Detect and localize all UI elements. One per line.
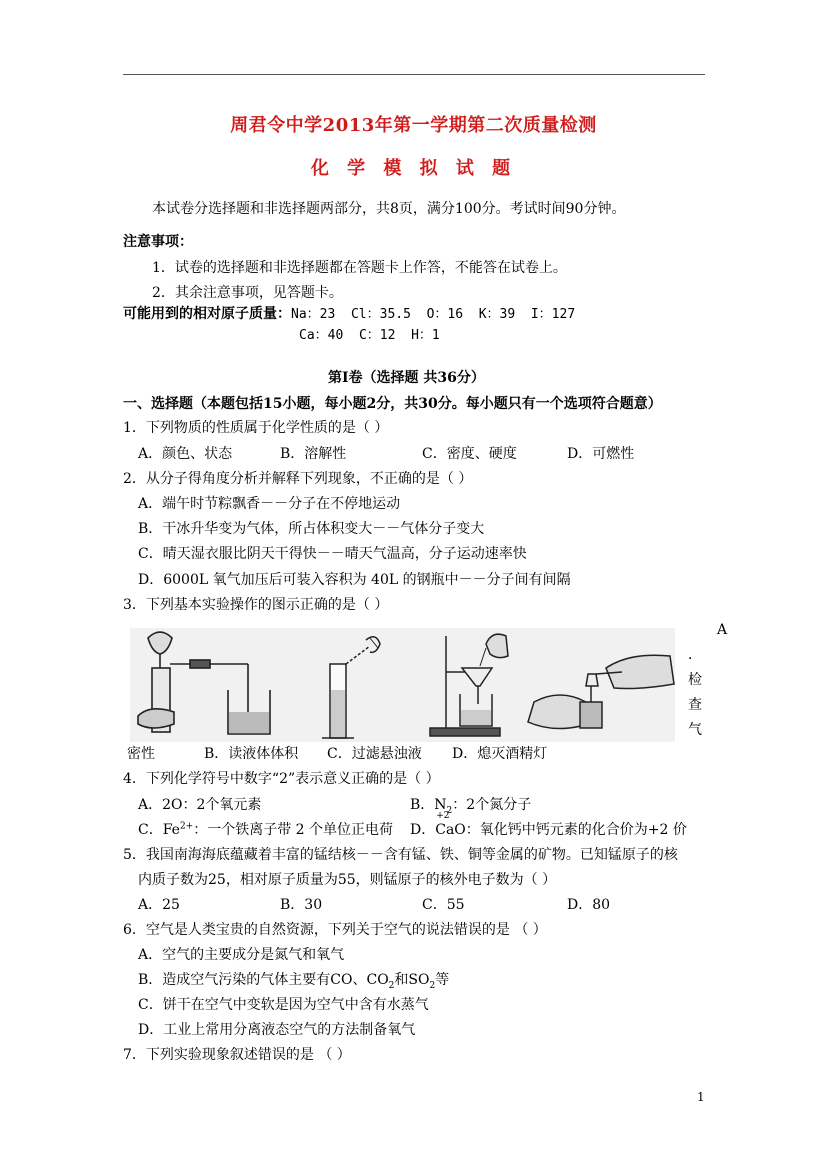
question-7: 7．下列实验现象叙述错误的是 （ ） [123,1047,351,1063]
notes-heading: 注意事项： [123,234,193,250]
q3-side-text: ． [688,647,702,663]
q2-option-a: A．端午时节粽飘香－－分子在不停地运动 [138,496,401,512]
q1-option-d: D．可燃性 [567,446,635,462]
question-4: 4．下列化学符号中数字“2”表示意义正确的是（ ） [123,771,440,787]
q3-side-text: 气 [688,722,702,738]
q4-option-b: B．$N_2$：2个氮分子 [410,797,532,816]
q3-option-d: D．熄灭酒精灯 [452,746,548,762]
q5-option-c: C．55 [422,897,465,913]
q3-side-text: 查 [688,697,702,713]
q5-option-d: D．80 [567,897,611,913]
exam-subtitle: 化 学 模 拟 试 题 [310,158,517,179]
q4-option-d: D． +2 CaO：氧化钙中钙元素的化合价为+2 价 [410,811,687,838]
q4-option-c: C．$Fe^{2+}$：一个铁离子带 2 个单位正电荷 [138,821,394,838]
question-2: 2．从分子得角度分析并解释下列现象，不正确的是（ ） [123,471,473,487]
exam-title: 周君令中学2013年第一学期第二次质量检测 [230,115,597,136]
q2-option-c: C．晴天湿衣服比阴天干得快－－晴天气温高，分子运动速率快 [138,546,527,562]
atomic-mass-line2: Ca：40 C：12 H：1 [299,328,440,343]
q5-option-b: B．30 [280,897,323,913]
q3-option-a: 密性 [127,746,155,762]
part-heading: 一、选择题（本题包括15小题，每小题2分，共30分。每小题只有一个选项符合题意） [123,396,662,412]
q6-option-d: D．工业上常用分离液态空气的方法制备氧气 [138,1022,416,1038]
q1-option-c: C．密度、硬度 [422,446,517,462]
q3-apparatus-figures [130,628,675,742]
question-5-line1: 5．我国南海海底蕴藏着丰富的锰结核－－含有锰、铁、铜等金属的矿物。已知锰原子的核 [123,847,678,863]
atomic-mass-line1 [123,304,575,325]
q5-option-a: A．25 [138,897,180,913]
page-number: 1 [697,1090,705,1104]
q1-option-a: A．颜色、状态 [138,446,233,462]
question-3: 3．下列基本实验操作的图示正确的是（ ） [123,597,389,613]
q6-option-a: A．空气的主要成分是氮气和氧气 [138,947,345,963]
q2-option-b: B．干冰升华变为气体，所占体积变大－－气体分子变大 [138,521,485,537]
q3-side-text: 检 [688,672,702,688]
q4-option-a: A．2O：2个氧元素 [138,797,262,813]
q1-option-b: B．溶解性 [280,446,347,462]
q3-option-b: B．读液体体积 [204,746,299,762]
question-6: 6．空气是人类宝贵的自然资源，下列关于空气的说法错误的是 （ ） [123,922,547,938]
q6-option-b: B．造成空气污染的气体主要有CO、$CO_2$和$SO_2$等 [138,972,450,991]
intro-text: 本试卷分选择题和非选择题两部分，共8页，满分100分。考试时间90分钟。 [152,201,626,217]
section-title: 第Ⅰ卷（选择题 共36分） [328,370,485,386]
note-item: 1．试卷的选择题和非选择题都在答题卡上作答，不能答在试卷上。 [152,260,567,276]
atomic-mass-values: Na：23 Cl：35.5 O：16 K：39 I：127 [291,307,576,322]
q3-option-c: C．过滤悬浊液 [327,746,422,762]
question-5-line2: 内质子数为25，相对原子质量为55，则锰原子的核外电子数为（ ） [138,872,557,888]
q2-option-d: D．6000L 氧气加压后可装入容积为 40L 的钢瓶中－－分子间有间隔 [138,572,571,588]
question-1: 1．下列物质的性质属于化学性质的是（ ） [123,420,389,436]
note-item: 2．其余注意事项，见答题卡。 [152,285,343,301]
header-rule [123,74,705,75]
atomic-mass-label: 可能用到的相对原子质量： [123,306,291,322]
q6-option-c: C．饼干在空气中变软是因为空气中含有水蒸气 [138,997,429,1013]
q3-side-text: A [717,622,728,638]
